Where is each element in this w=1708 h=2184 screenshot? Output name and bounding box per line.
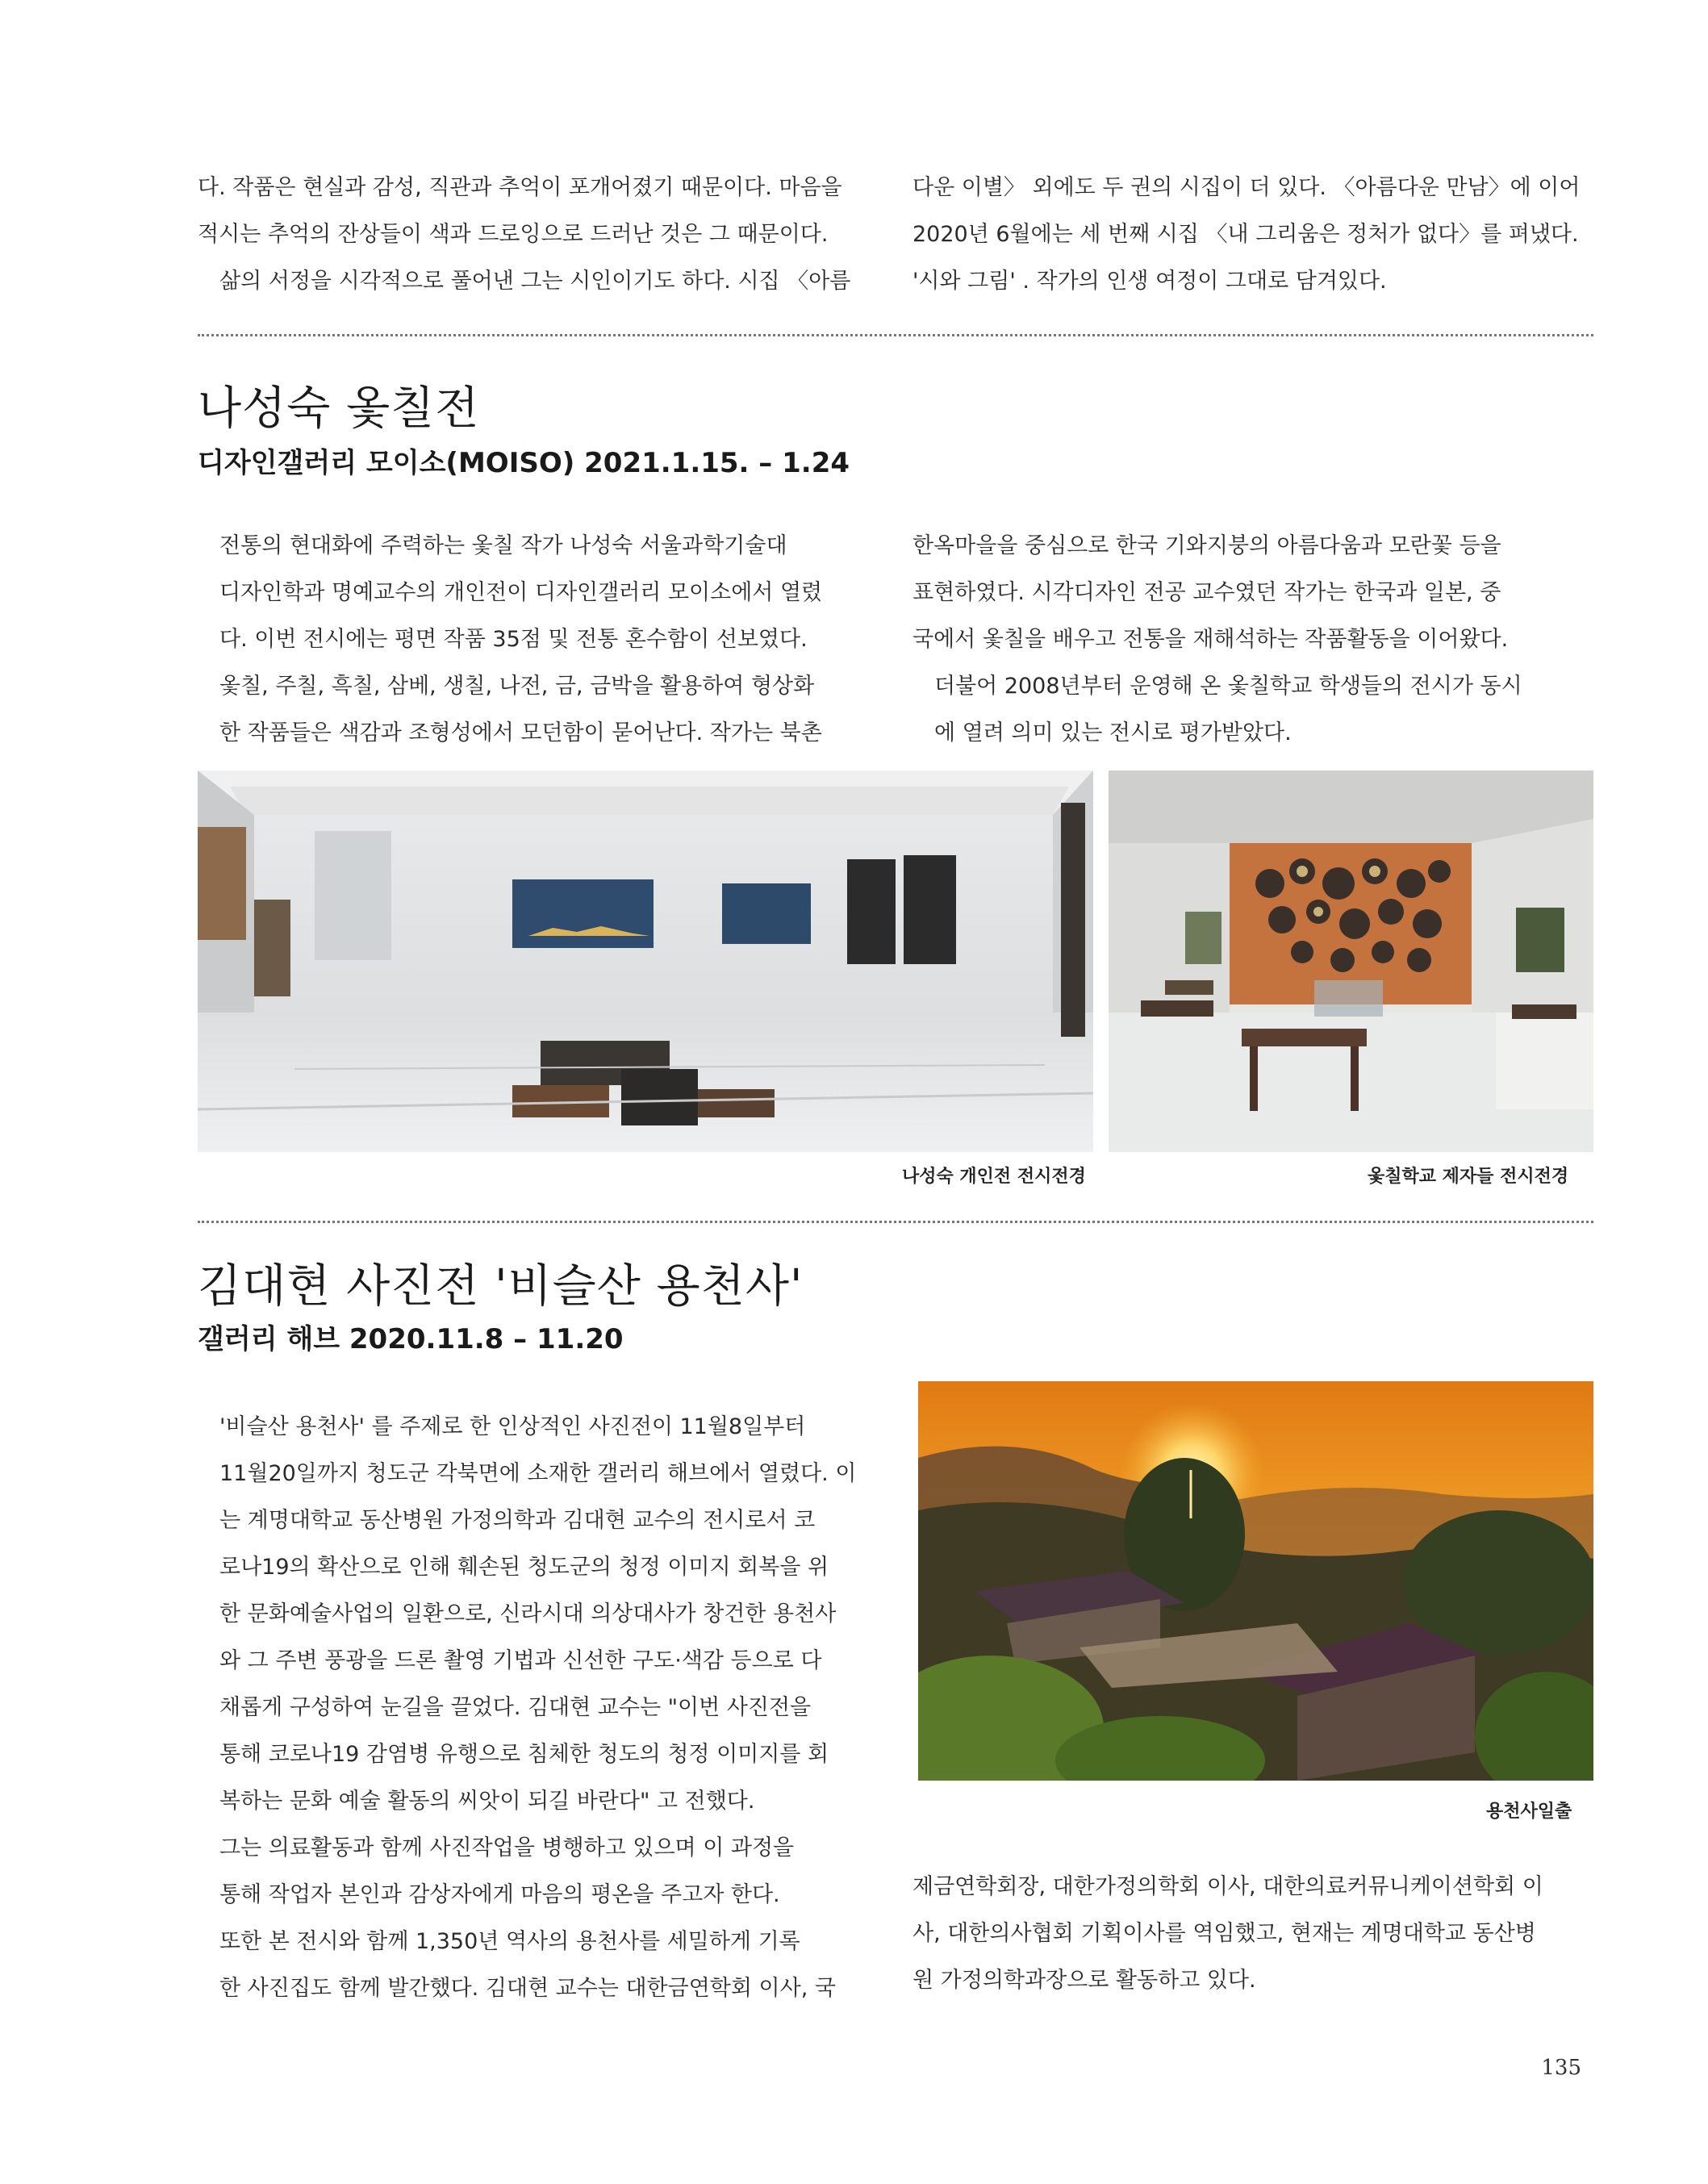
section1-title: 나성숙 옻칠전 <box>198 382 480 435</box>
text-line: 전통의 현대화에 주력하는 옻칠 작가 나성숙 서울과학기술대 <box>219 533 787 558</box>
top-left-paragraph-2 <box>198 258 871 305</box>
text-line: 복하는 문화 예술 활동의 씨앗이 되길 바란다" 고 전했다. <box>219 1789 755 1814</box>
text-line: 사, 대한의사협회 기획이사를 역임했고, 현재는 계명대학교 동산병 <box>912 1921 1536 1946</box>
gallery-photo-solo-exhibition <box>198 770 1093 1152</box>
text-line: 2020년 6월에는 세 번째 시집 〈내 그리움은 정처가 없다〉를 펴냈다. <box>912 222 1579 247</box>
text-line: 다. 작품은 현실과 감성, 직관과 추억이 포개어졌기 때문이다. 마음을 <box>198 175 842 200</box>
text-line: 원 가정의학과장으로 활동하고 있다. <box>912 1968 1256 1993</box>
top-left-column <box>198 165 871 305</box>
text-line: 통해 작업자 본인과 감상자에게 마음의 평온을 주고자 한다. <box>219 1882 780 1907</box>
text-line: 와 그 주변 풍광을 드론 촬영 기법과 신선한 구도·색감 등으로 다 <box>219 1648 822 1673</box>
text-line: 로나19의 확산으로 인해 훼손된 청도군의 청정 이미지 회복을 위 <box>219 1555 829 1580</box>
text-line: 채롭게 구성하여 눈길을 끌었다. 김대현 교수는 "이번 사진전을 <box>219 1695 812 1720</box>
section2-title: 김대현 사진전 '비슬산 용천사' <box>198 1260 804 1313</box>
text-line: 다운 이별〉 외에도 두 권의 시집이 더 있다. 〈아름다운 만남〉에 이어 <box>912 175 1581 200</box>
text-line: 그는 의료활동과 함께 사진작업을 병행하고 있으며 이 과정을 <box>219 1835 795 1860</box>
text-line: 11월20일까지 청도군 각북면에 소재한 갤러리 해브에서 열렸다. 이 <box>219 1461 857 1486</box>
temple-sunrise-photo <box>918 1381 1593 1781</box>
text-line: 표현하였다. 시각디자인 전공 교수였던 작가는 한국과 일본, 중 <box>912 580 1501 605</box>
section2-subtitle: 갤러리 해브 2020.11.8 – 11.20 <box>198 1323 624 1355</box>
text-line: 한옥마을을 중심으로 한국 기와지붕의 아름다움과 모란꽃 등을 <box>912 533 1501 558</box>
section2-right-column <box>912 1864 1586 2004</box>
top-right-column <box>912 165 1586 305</box>
section2-left-paragraph-1 <box>198 1404 871 1825</box>
text-line: 더불어 2008년부터 운영해 온 옻칠학교 학생들의 전시가 동시 <box>934 674 1522 699</box>
section1-left-paragraph <box>198 523 871 757</box>
page-number: 135 <box>1541 2056 1581 2080</box>
dotted-divider-2 <box>198 1221 1593 1223</box>
photo1-caption: 나성숙 개인전 전시전경 <box>902 1167 1086 1187</box>
text-line: 디자인학과 명예교수의 개인전이 디자인갤러리 모이소에서 열렸 <box>219 580 823 605</box>
text-line: 통해 코로나19 감염병 유행으로 침체한 청도의 청정 이미지를 회 <box>219 1742 829 1767</box>
section1-left-column <box>198 523 871 757</box>
text-line: 제금연학회장, 대한가정의학회 이사, 대한의료커뮤니케이션학회 이 <box>912 1874 1543 1899</box>
text-line: '시와 그림' . 작가의 인생 여정이 그대로 담겨있다. <box>912 269 1387 294</box>
dotted-divider-1 <box>198 334 1593 336</box>
section1-right-column <box>912 523 1586 757</box>
section2-left-column <box>198 1404 871 2012</box>
section2-right-paragraph <box>912 1864 1586 2004</box>
section1-subtitle: 디자인갤러리 모이소(MOISO) 2021.1.15. – 1.24 <box>198 447 850 479</box>
top-right-paragraph <box>912 165 1586 305</box>
top-left-paragraph-1 <box>198 165 871 258</box>
section1-right-paragraph-1 <box>912 523 1586 663</box>
section1-right-paragraph-2 <box>912 663 1586 757</box>
text-line: 한 작품들은 색감과 조형성에서 모던함이 묻어난다. 작가는 북촌 <box>219 720 822 745</box>
text-line: 적시는 추억의 잔상들이 색과 드로잉으로 드러난 것은 그 때문이다. <box>198 222 829 247</box>
text-line: '비슬산 용천사' 를 주제로 한 인상적인 사진전이 11월8일부터 <box>219 1414 806 1439</box>
text-line: 는 계명대학교 동산병원 가정의학과 김대현 교수의 전시로서 코 <box>219 1508 816 1533</box>
text-line: 삶의 서정을 시각적으로 풀어낸 그는 시인이기도 하다. 시집 〈아름 <box>219 269 851 294</box>
temple-photo-caption: 용천사일출 <box>1486 1802 1572 1822</box>
section2-left-paragraph-3 <box>198 1919 871 2012</box>
text-line: 국에서 옻칠을 배우고 전통을 재해석하는 작품활동을 이어왔다. <box>912 627 1509 652</box>
text-line: 다. 이번 전시에는 평면 작품 35점 및 전통 혼수함이 선보였다. <box>219 627 808 652</box>
text-line: 한 문화예술사업의 일환으로, 신라시대 의상대사가 창건한 용천사 <box>219 1601 837 1627</box>
text-line: 또한 본 전시와 함께 1,350년 역사의 용천사를 세밀하게 기록 <box>219 1929 800 1954</box>
section2-left-paragraph-2 <box>198 1825 871 1919</box>
text-line: 한 사진집도 함께 발간했다. 김대현 교수는 대한금연학회 이사, 국 <box>219 1976 836 2001</box>
text-line: 에 열려 의미 있는 전시로 평가받았다. <box>934 720 1292 745</box>
gallery-photo-students-exhibition <box>1109 770 1593 1152</box>
text-line: 옻칠, 주칠, 흑칠, 삼베, 생칠, 나전, 금, 금박을 활용하여 형상화 <box>219 674 815 699</box>
photo2-caption: 옻칠학교 제자들 전시전경 <box>1368 1167 1569 1187</box>
